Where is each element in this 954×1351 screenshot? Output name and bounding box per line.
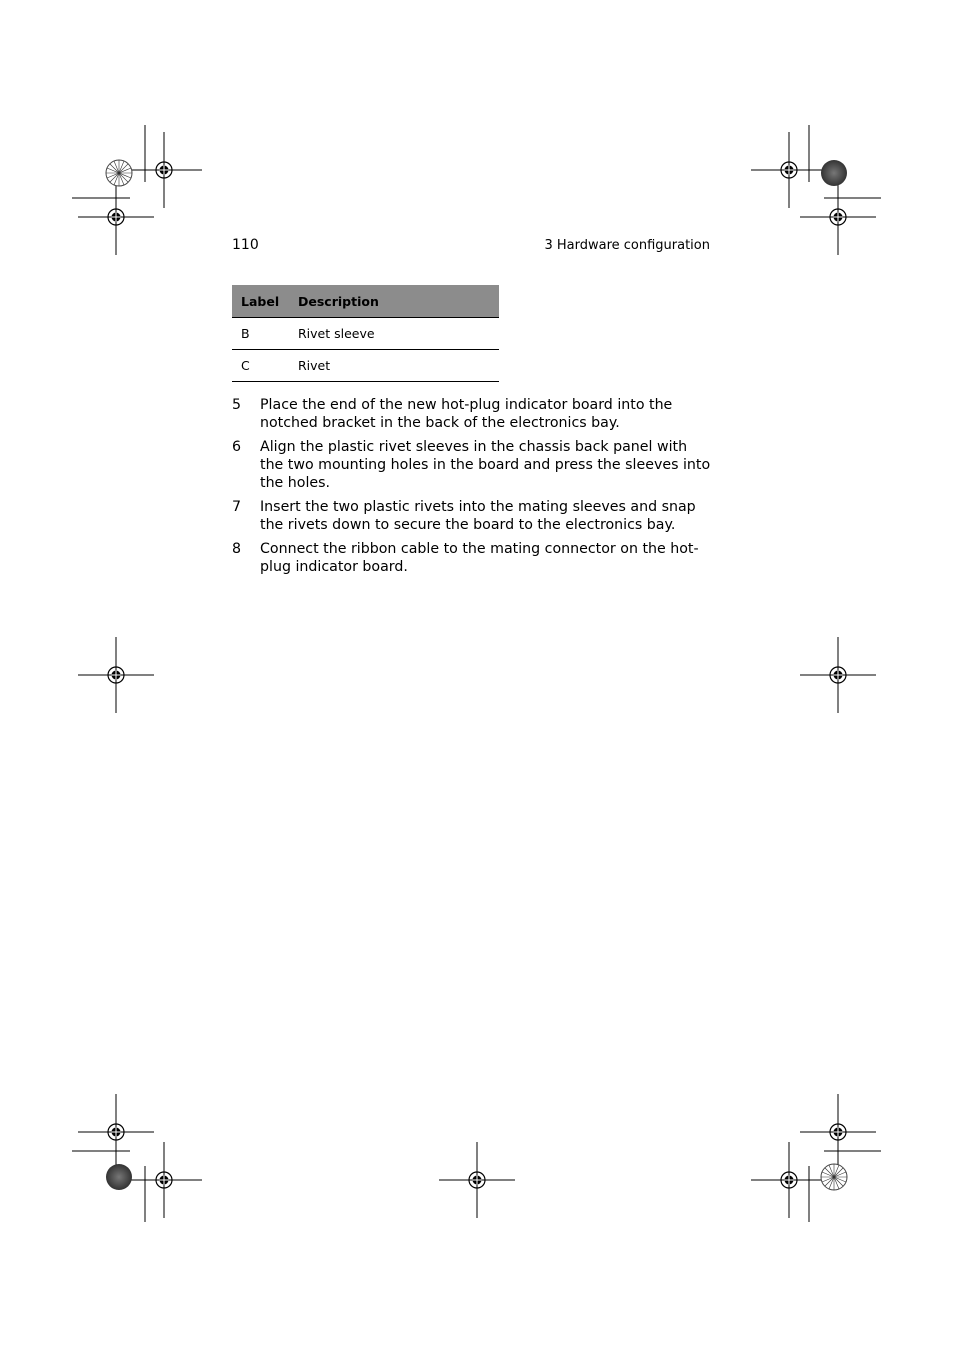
table-cell-description: Rivet xyxy=(289,350,499,382)
list-item xyxy=(232,498,712,534)
step-text: Connect the ribbon cable to the mating connector on the hot-plug indicator board. xyxy=(260,541,699,575)
list-item xyxy=(232,438,712,492)
step-number: 6 xyxy=(232,439,242,455)
step-number: 8 xyxy=(232,541,242,557)
column-header-label: Label xyxy=(232,285,289,318)
label-description-table xyxy=(232,285,499,382)
table-cell-description: Rivet sleeve xyxy=(289,318,499,350)
list-item xyxy=(232,396,712,432)
table-header-row xyxy=(232,285,499,318)
page-number: 110 xyxy=(232,237,259,253)
table-row xyxy=(232,318,499,350)
column-header-description: Description xyxy=(289,285,499,318)
list-item xyxy=(232,540,712,576)
step-number: 5 xyxy=(232,397,242,413)
procedure-steps xyxy=(232,396,712,582)
step-number: 7 xyxy=(232,499,242,515)
step-text: Place the end of the new hot-plug indicator board into the notched bracket in the back of the electronics bay. xyxy=(260,397,673,431)
table-cell-label: C xyxy=(232,350,289,382)
running-head: 3 Hardware configuration xyxy=(544,238,710,253)
table-cell-label: B xyxy=(232,318,289,350)
table-row xyxy=(232,350,499,382)
step-text: Align the plastic rivet sleeves in the chassis back panel with the two mounting holes in the board and press the sleeves into the holes. xyxy=(260,439,711,491)
step-text: Insert the two plastic rivets into the mating sleeves and snap the rivets down to secure the board to the electronics bay. xyxy=(260,499,696,533)
